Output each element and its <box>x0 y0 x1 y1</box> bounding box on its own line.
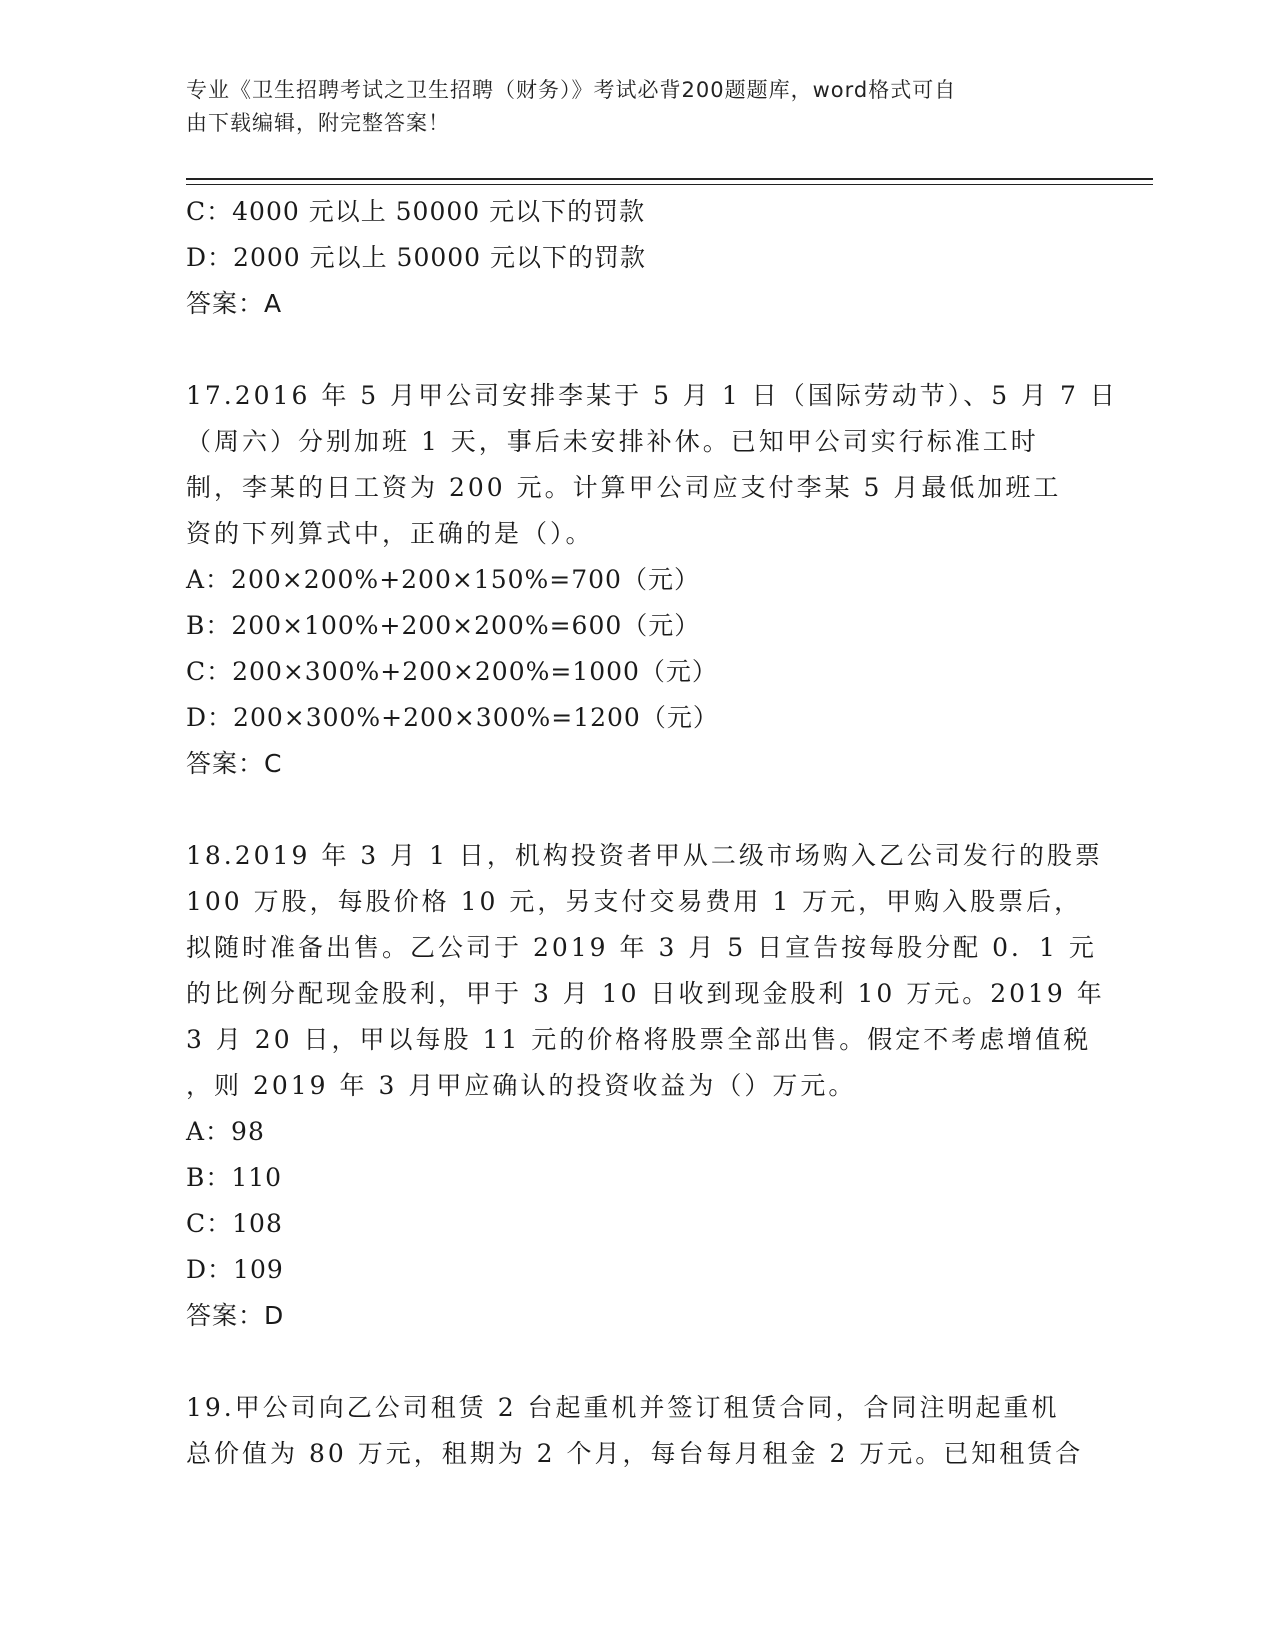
answer-line: 答案：C <box>186 749 283 778</box>
question-stem-line: 的比例分配现金股利，甲于 3 月 10 日收到现金股利 10 万元。2019 年 <box>186 979 1105 1008</box>
spacer <box>186 787 1086 833</box>
question-stem-line: 总价值为 80 万元，租期为 2 个月，每台每月租金 2 万元。已知租赁合 <box>186 1439 1084 1468</box>
question-stem-line: ，则 2019 年 3 月甲应确认的投资收益为（）万元。 <box>186 1071 857 1100</box>
answer-line: 答案：D <box>186 1301 285 1330</box>
option-b: B：200×100%+200×200%=600（元） <box>186 611 701 640</box>
option-a: A：200×200%+200×150%=700（元） <box>186 565 700 594</box>
spacer <box>186 1339 1086 1385</box>
document-header <box>186 74 1086 140</box>
question-18 <box>186 833 1105 1339</box>
question-16-tail <box>186 189 1086 327</box>
question-stem-line: 制，李某的日工资为 200 元。计算甲公司应支付李某 5 月最低加班工 <box>186 473 1062 502</box>
answer-line: 答案：A <box>186 289 283 318</box>
option-b: B：110 <box>186 1163 283 1192</box>
question-stem-line: 100 万股，每股价格 10 元，另支付交易费用 1 万元，甲购入股票后， <box>186 887 1083 916</box>
header-line-1: 专业《卫生招聘考试之卫生招聘（财务）》考试必背200题题库，word格式可自 <box>186 78 957 102</box>
option-a: A：98 <box>186 1117 265 1146</box>
option-c: C：200×300%+200×200%=1000（元） <box>186 657 718 686</box>
question-stem-line: （周六）分别加班 1 天，事后未安排补休。已知甲公司实行标准工时 <box>186 427 1039 456</box>
header-divider-thin <box>186 184 1153 185</box>
spacer <box>186 327 1086 373</box>
question-stem-line: 拟随时准备出售。乙公司于 2019 年 3 月 5 日宣告按每股分配 0．1 元 <box>186 933 1097 962</box>
header-divider-thick <box>186 178 1153 180</box>
option-d: D：109 <box>186 1255 284 1284</box>
option-c: C：108 <box>186 1209 283 1238</box>
question-17 <box>186 373 1118 787</box>
question-stem-line: 3 月 20 日，甲以每股 11 元的价格将股票全部出售。假定不考虑增值税 <box>186 1025 1092 1054</box>
question-stem-line: 19.甲公司向乙公司租赁 2 台起重机并签订租赁合同，合同注明起重机 <box>186 1393 1060 1422</box>
question-stem-line: 17.2016 年 5 月甲公司安排李某于 5 月 1 日（国际劳动节）、5 月 7 日 <box>186 381 1118 410</box>
option-c: C：4000 元以上 50000 元以下的罚款 <box>186 197 646 226</box>
question-stem-line: 18.2019 年 3 月 1 日，机构投资者甲从二级市场购入乙公司发行的股票 <box>186 841 1103 870</box>
document-body <box>186 189 1118 1477</box>
option-d: D：200×300%+200×300%=1200（元） <box>186 703 719 732</box>
question-stem-line: 资的下列算式中，正确的是（）。 <box>186 519 594 548</box>
question-19 <box>186 1385 1086 1477</box>
header-line-2: 由下载编辑，附完整答案！ <box>186 111 450 135</box>
option-d: D：2000 元以上 50000 元以下的罚款 <box>186 243 647 272</box>
